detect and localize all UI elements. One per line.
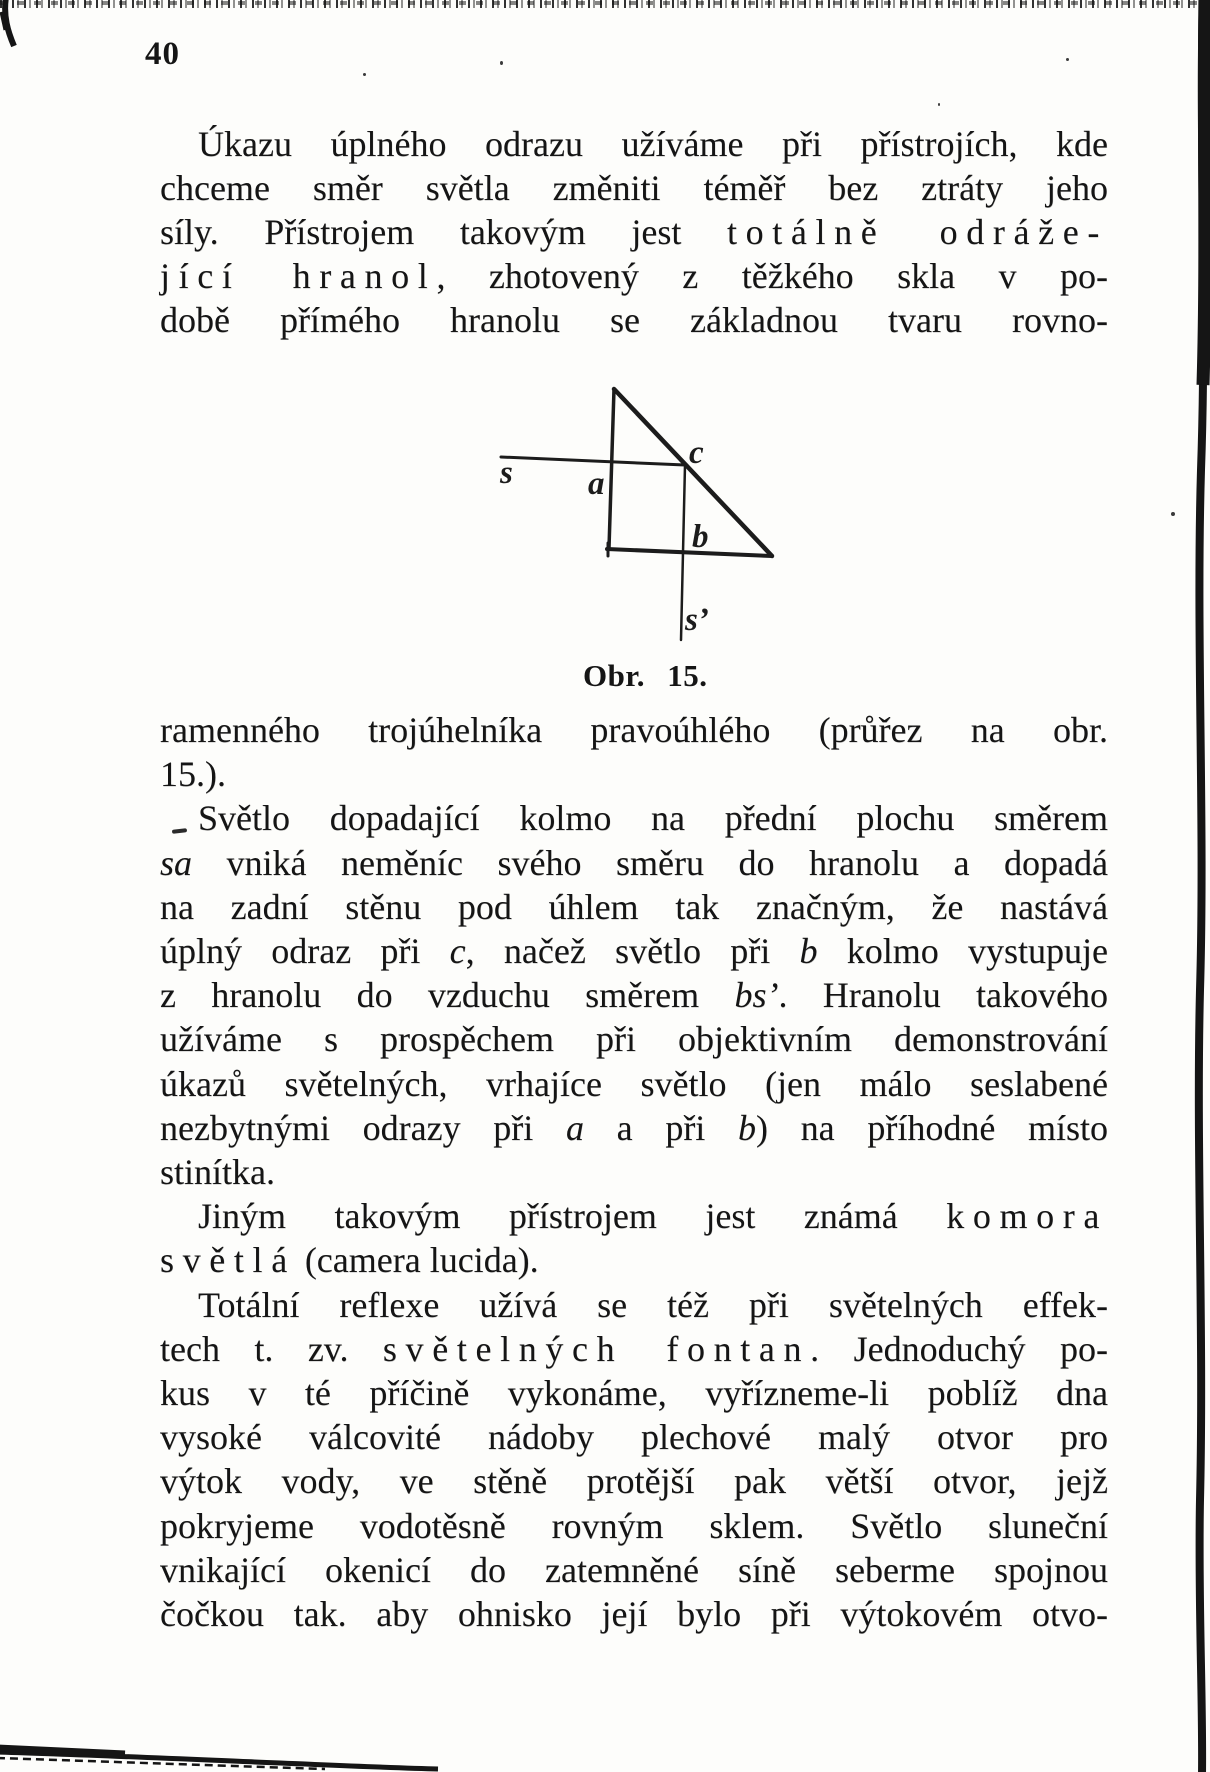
text-segment: . Jednoduchý po- bbox=[810, 1328, 1108, 1369]
text-segment: síly. Přístrojem takovým jest bbox=[160, 212, 727, 252]
text-line bbox=[160, 708, 1108, 752]
label-b: b bbox=[692, 519, 709, 555]
text-segment: (camera lucida). bbox=[295, 1240, 539, 1281]
text-segment: komora bbox=[946, 1196, 1108, 1237]
text-line bbox=[160, 752, 1108, 796]
text-line bbox=[160, 1150, 1108, 1194]
prism-figure bbox=[430, 330, 830, 660]
text-segment: tech t. zv. bbox=[160, 1328, 383, 1369]
text-line bbox=[160, 210, 1108, 254]
dust-speck bbox=[1066, 58, 1069, 61]
text-segment: na zadní stěnu pod úhlem tak značným, že nastává bbox=[160, 886, 1108, 927]
text-segment: kolmo vystupuje bbox=[817, 931, 1109, 972]
paragraph-block-upper bbox=[160, 122, 1108, 342]
scan-edge-top bbox=[0, 0, 1210, 13]
text-line bbox=[160, 1548, 1108, 1592]
text-line bbox=[160, 841, 1108, 885]
text-line bbox=[160, 122, 1108, 166]
dust-speck bbox=[938, 103, 940, 106]
text-line bbox=[160, 1017, 1108, 1061]
prism-base bbox=[607, 549, 772, 556]
dust-speck bbox=[363, 73, 366, 76]
figure-caption: Obr. 15. bbox=[583, 658, 708, 693]
text-segment: vniká neměníc svého směru do hranolu a dopadá bbox=[192, 842, 1108, 883]
scan-streak-bottom-3 bbox=[0, 1748, 125, 1754]
text-segment: stinítka. bbox=[160, 1152, 275, 1193]
text-line bbox=[160, 973, 1108, 1017]
text-segment: kus v té příčině vykonáme, vyřízneme-li poblíž dna bbox=[160, 1373, 1108, 1414]
text-segment: 15.). bbox=[160, 754, 226, 795]
text-line bbox=[160, 796, 1108, 840]
text-segment: ramenného trojúhelníka pravoúhlého (průřez na obr. bbox=[160, 710, 1108, 750]
prism-left-side bbox=[609, 389, 614, 548]
text-line bbox=[160, 1283, 1108, 1327]
paragraph-block-lower bbox=[160, 708, 1108, 1636]
scan-streak-bottom bbox=[0, 1752, 438, 1769]
text-segment: světelných fontan bbox=[382, 1328, 811, 1369]
text-segment: chceme směr světla změniti téměř bez ztráty jeho bbox=[160, 168, 1108, 208]
page-number: 40 bbox=[145, 36, 180, 72]
text-segment: , zhotovený z těžkého skla v po- bbox=[436, 256, 1108, 296]
dust-speck bbox=[500, 61, 503, 65]
dust-speck bbox=[1171, 512, 1175, 516]
corner-mark-minor bbox=[1, 12, 5, 30]
text-segment: , načež světlo při bbox=[465, 931, 800, 972]
text-segment: totálně odráže- bbox=[726, 212, 1108, 252]
text-segment: bs’ bbox=[734, 975, 779, 1016]
text-line bbox=[160, 885, 1108, 929]
text-line bbox=[160, 1592, 1108, 1636]
label-c: c bbox=[689, 435, 704, 471]
text-segment: a při bbox=[583, 1107, 738, 1148]
text-segment: užíváme s prospěchem při objektivním demonstrování bbox=[160, 1019, 1108, 1060]
label-s-prime: s’ bbox=[685, 602, 709, 638]
scan-streak-bottom-2 bbox=[0, 1758, 325, 1769]
text-segment: Totální reflexe užívá se též při světelných effek- bbox=[198, 1284, 1108, 1325]
scan-edge-right-thick bbox=[1203, 0, 1205, 385]
text-line bbox=[160, 254, 1108, 298]
text-segment: z hranolu do vzduchu směrem bbox=[160, 975, 735, 1016]
text-line bbox=[160, 1106, 1108, 1150]
text-segment: vnikající okenicí do zatemněné síně seberme spojnou bbox=[160, 1549, 1108, 1590]
text-segment: b bbox=[799, 931, 818, 972]
text-segment: b bbox=[738, 1107, 756, 1148]
text-segment: a bbox=[565, 1107, 584, 1148]
text-segment: době přímého hranolu se základnou tvaru rovno- bbox=[160, 300, 1108, 340]
text-line bbox=[160, 166, 1108, 210]
text-line bbox=[160, 1371, 1108, 1415]
text-segment: pokryjeme vodotěsně rovným sklem. Světlo sluneční bbox=[160, 1505, 1108, 1546]
text-segment: sa bbox=[160, 842, 193, 883]
label-s: s bbox=[500, 455, 513, 491]
incident-ray-s bbox=[501, 457, 685, 465]
text-segment: úplný odraz při bbox=[160, 931, 450, 972]
text-segment: vysoké válcovité nádoby plechové malý otvor pro bbox=[160, 1417, 1108, 1458]
text-segment: Jiným takovým přístrojem jest známá bbox=[198, 1196, 947, 1237]
text-segment: c bbox=[449, 931, 466, 972]
text-segment: Světlo dopadající kolmo na přední plochu směrem bbox=[198, 798, 1108, 839]
text-line bbox=[160, 1459, 1108, 1503]
text-line bbox=[160, 1504, 1108, 1548]
text-line bbox=[160, 1415, 1108, 1459]
text-segment: ) na příhodné místo bbox=[756, 1107, 1109, 1148]
scan-edge-right bbox=[1199, 0, 1203, 1772]
text-segment: čočkou tak. aby ohnisko její bylo při výtokovém otvo- bbox=[160, 1594, 1108, 1635]
text-segment: výtok vody, ve stěně protější pak větší otvor, jejž bbox=[160, 1461, 1108, 1502]
text-line bbox=[160, 1327, 1108, 1371]
text-segment: . Hranolu takového bbox=[778, 975, 1108, 1016]
text-line bbox=[160, 1194, 1108, 1238]
text-segment: úkazů světelných, vrhajíce světlo (jen málo seslabené bbox=[160, 1063, 1108, 1104]
text-line bbox=[160, 929, 1108, 973]
text-line bbox=[160, 1062, 1108, 1106]
text-segment: nezbytnými odrazy při bbox=[160, 1107, 566, 1148]
text-segment: jící hranol bbox=[160, 256, 437, 296]
text-segment: Úkazu úplného odrazu užíváme při přístrojích, kde bbox=[198, 124, 1108, 164]
text-segment: světlá bbox=[160, 1240, 296, 1281]
text-line bbox=[160, 1238, 1108, 1282]
label-a: a bbox=[588, 466, 605, 502]
